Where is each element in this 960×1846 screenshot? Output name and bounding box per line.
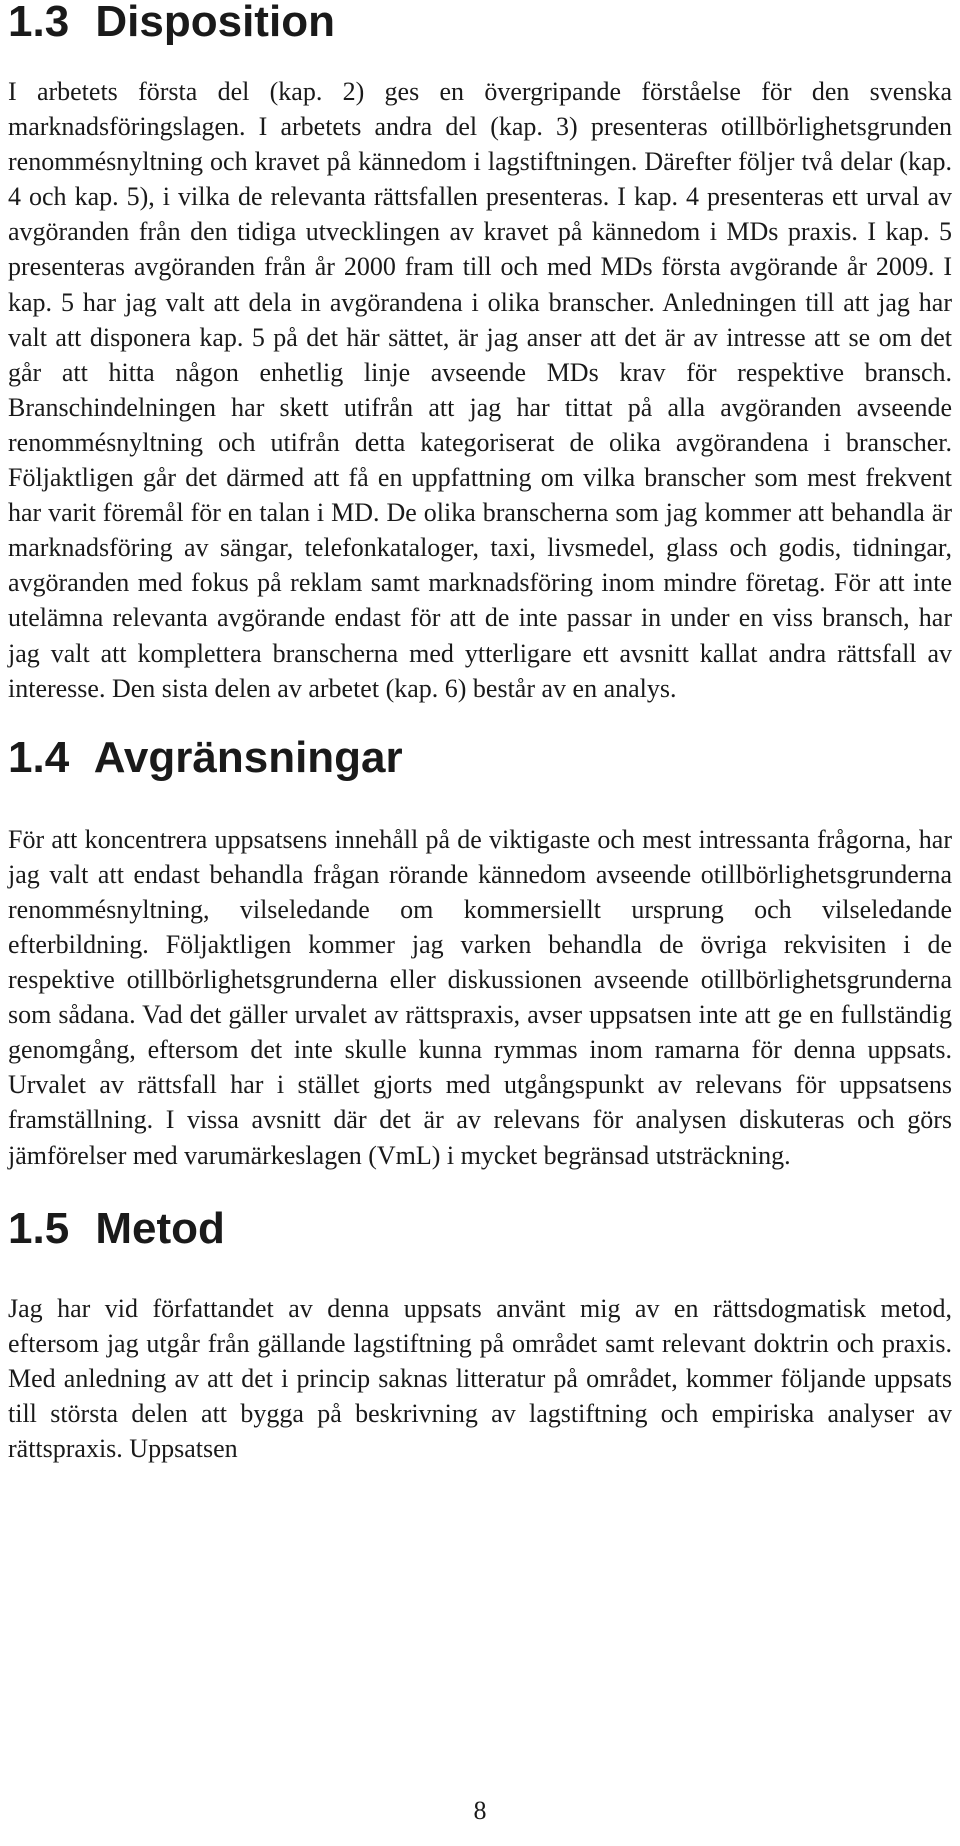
page-number: 8 bbox=[473, 1796, 487, 1825]
paragraph-avgransningar: För att koncentrera uppsatsens innehåll på de viktigaste och mest intressanta frågorna, har jag valt att endast behandla frågan rörande kännedom avseende otillbörlighetsgrunderna renommésnyltning, vilseledande om kommersiellt ursprung och vilseledande efterbildning. Följaktligen kommer jag varken behandla de övriga rekvisiten i de respektive otillbörlighetsgrunderna eller diskussionen avseende otillbörlighetsgrunderna som sådana. Vad det gäller urvalet av rättspraxis, avser uppsatsen inte att ge en fullständig genomgång, eftersom det inte skulle kunna rymmas inom ramarna för denna uppsats. Urvalet av rättsfall har i stället gjorts med utgångspunkt av relevans för uppsatsens framställning. I vissa avsnitt där det är av relevans för analysen diskuteras och görs jämförelser med varumärkeslagen (VmL) i mycket begränsad utsträckning. bbox=[8, 824, 952, 1170]
document-page bbox=[8, 0, 952, 1466]
section-heading-disposition: 1.3 Disposition bbox=[8, 0, 335, 46]
section-heading-metod: 1.5 Metod bbox=[8, 1203, 225, 1253]
paragraph-disposition: I arbetets första del (kap. 2) ges en övergripande förståelse för den svenska marknadsföringslagen. I arbetets andra del (kap. 3) presenteras otillbörlighetsgrunden renommésnyltning och kravet på kännedom i lagstiftningen. Därefter följer två delar (kap. 4 och kap. 5), i vilka de relevanta rättsfallen presenteras. I kap. 4 presenteras ett urval av avgöranden från den tidiga utvecklingen av kravet på kännedom i MDs praxis. I kap. 5 presenteras avgöranden från år 2000 fram till och med MDs första avgörande år 2009. I kap. 5 har jag valt att dela in avgörandena i olika branscher. Anledningen till att jag har valt att disponera kap. 5 på det här sättet, är jag anser att det är av intresse att se om det går att hitta någon enhetlig linje avseende MDs krav för respektive bransch. Branschindelningen har skett utifrån att jag har tittat på alla avgöranden avseende renommésnyltning och utifrån detta kategoriserat de olika avgörandena i branscher. Följaktligen går det därmed att få en uppfattning om vilka branscher som mest frekvent har varit föremål för en talan i MD. De olika branscherna som jag kommer att behandla är marknadsföring av sängar, telefonkataloger, taxi, livsmedel, glass och godis, tidningar, avgöranden med fokus på reklam samt marknadsföring inom mindre företag. För att inte utelämna relevanta avgörande endast för att de inte passar in under en viss bransch, har jag valt att komplettera branscherna med ytterligare ett avsnitt kallat andra rättsfall av interesse. Den sista delen av arbetet (kap. 6) består av en analys. bbox=[8, 77, 952, 703]
section-heading-avgransningar: 1.4 Avgränsningar bbox=[8, 732, 403, 782]
paragraph-metod: Jag har vid författandet av denna uppsats använt mig av en rättsdogmatisk metod, eftersom jag utgår från gällande lagstiftning på området samt relevant doktrin och praxis. Med anledning av att det i princip saknas litteratur på området, kommer följande uppsats till största delen att bygga på beskrivning av lagstiftning och empiriska analyser av rättspraxis. Uppsatsen bbox=[8, 1293, 952, 1463]
